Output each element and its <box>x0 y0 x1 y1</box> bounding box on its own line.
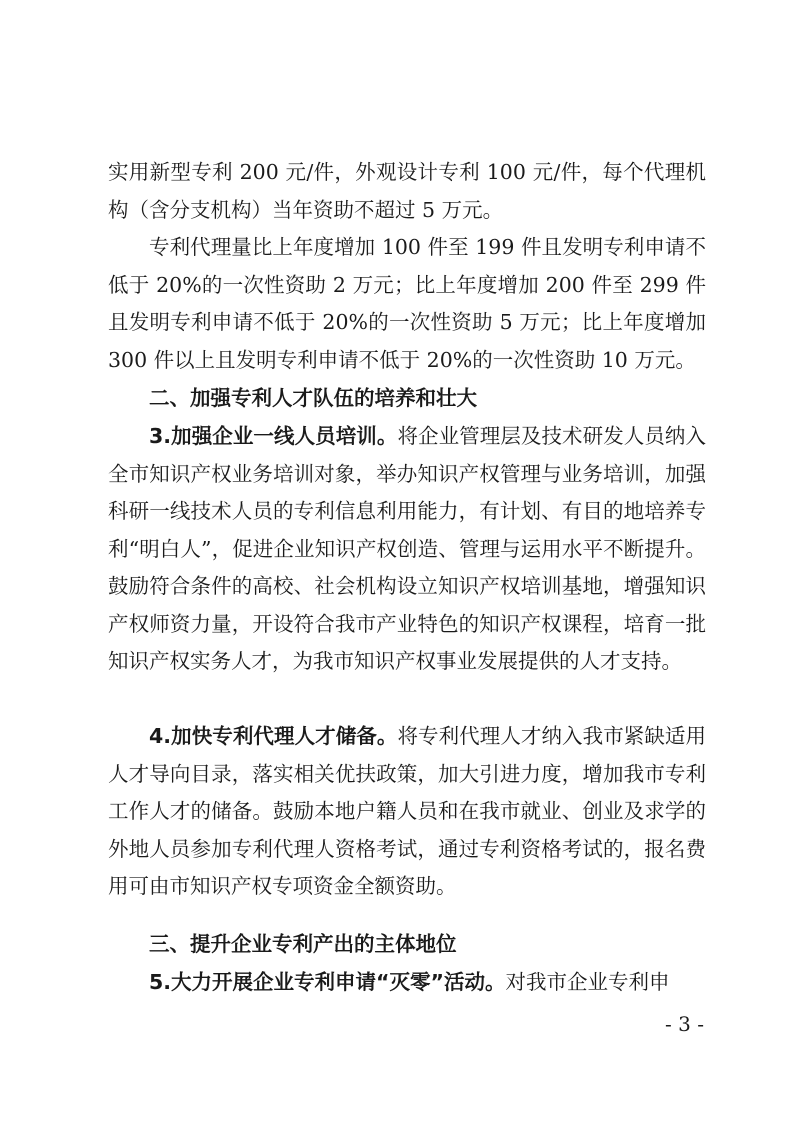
heading-text: 三、提升企业专利产出的主体地位 <box>149 932 457 956</box>
paragraph-patent-fees <box>108 154 706 229</box>
item-5-body: 对我市企业专利申 <box>505 970 670 994</box>
item-3-title: 3.加强企业一线人员培训。 <box>149 424 398 448</box>
item-5-title: 5.大力开展企业专利申请“灭零”活动。 <box>149 970 506 994</box>
heading-text: 二、加强专利人才队伍的培养和壮大 <box>149 386 477 410</box>
item-3-body: 将企业管理层及技术研发人员纳入全市知识产权业务培训对象，举办知识产权管理与业务培训，加强科研一线技术人员的专利信息利用能力，有计划、有目的地培养专利“明白人”，促进企业知识产权创造、管理与运用水平不断提升。鼓励符合条件的高校、社会机构设立知识产权培训基地，增强知识产权师资力量，开设符合我市产业特色的知识产权课程，培育一批知识产权实务人才，为我市知识产权事业发展提供的人才支持。 <box>108 424 706 673</box>
paragraph-text: 专利代理量比上年度增加 100 件至 199 件且发明专利申请不低于 20%的一次性资助 2 万元；比上年度增加 200 件至 299 件且发明专利申请不低于 20%的一次性资助 5 万元；比上年度增加 300 件以上且发明专利申请不低于 20%的一次性资助 10 万元。 <box>108 235 706 372</box>
page-number: - 3 - <box>665 1012 704 1036</box>
paragraph-item-4 <box>108 718 706 906</box>
paragraph-agency-increase <box>108 229 706 379</box>
item-4-body: 将专利代理人才纳入我市紧缺适用人才导向目录，落实相关优扶政策，加大引进力度，增加我市专利工作人才的储备。鼓励本地户籍人员和在我市就业、创业及求学的外地人员参加专利代理人资格考试，通过专利资格考试的，报名费用可由市知识产权专项资金全额资助。 <box>108 724 706 898</box>
paragraph-text: 实用新型专利 200 元/件，外观设计专利 100 元/件，每个代理机构（含分支机构）当年资助不超过 5 万元。 <box>108 160 706 222</box>
paragraph-item-5 <box>108 964 706 1002</box>
section-heading-3 <box>108 926 706 964</box>
paragraph-item-3 <box>108 418 706 681</box>
section-heading-2 <box>108 380 706 418</box>
item-4-title: 4.加快专利代理人才储备。 <box>149 724 398 748</box>
